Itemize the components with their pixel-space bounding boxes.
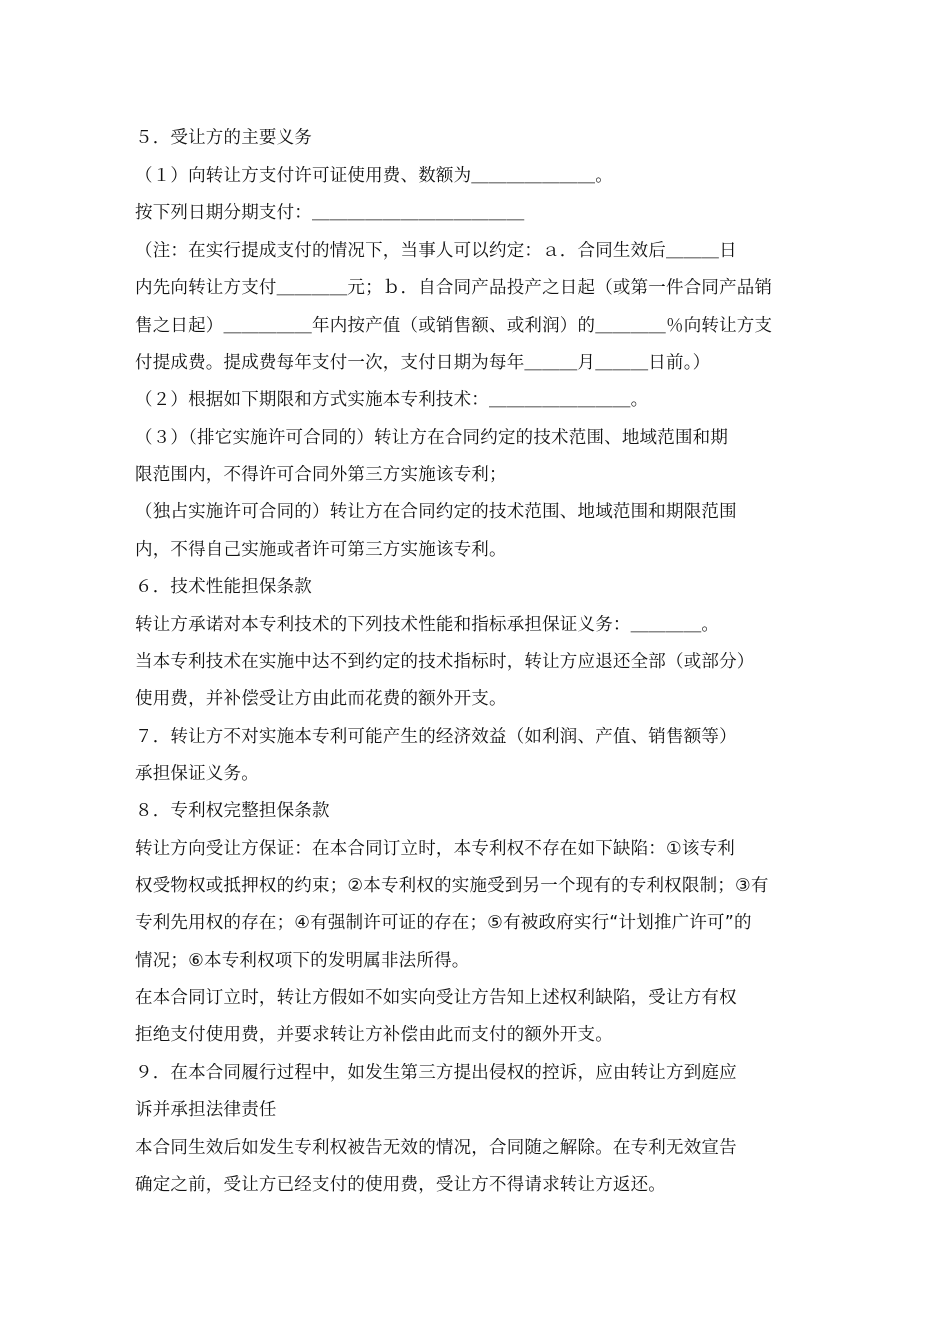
paragraph-line: 转让方向受让方保证：在本合同订立时，本专利权不存在如下缺陷：①该专利	[135, 839, 735, 859]
paragraph-line: 按下列日期分期支付：＿＿＿＿＿＿＿＿＿＿＿＿	[135, 203, 525, 223]
section-8-heading: ８．专利权完整担保条款	[135, 801, 330, 821]
paragraph-line: 转让方承诺对本专利技术的下列技术性能和指标承担保证义务：＿＿＿＿。	[135, 615, 720, 635]
paragraph-line: 限范围内，不得许可合同外第三方实施该专利；	[135, 465, 507, 485]
paragraph-line: 专利先用权的存在；④有强制许可证的存在；⑤有被政府实行“计划推广许可”的	[135, 913, 752, 933]
paragraph-line: 诉并承担法律责任	[135, 1100, 277, 1120]
paragraph-line: 内先向转让方支付＿＿＿＿元；ｂ．自合同产品投产之日起（或第一件合同产品销	[135, 278, 773, 298]
paragraph-line: 当本专利技术在实施中达不到约定的技术指标时，转让方应退还全部（或部分）	[135, 652, 755, 672]
paragraph-line: （注：在实行提成支付的情况下，当事人可以约定：ａ．合同生效后＿＿＿日	[135, 241, 737, 261]
paragraph-line: （３）（排它实施许可合同的）转让方在合同约定的技术范围、地域范围和期	[135, 428, 729, 448]
paragraph-line: 本合同生效后如发生专利权被告无效的情况，合同随之解除。在专利无效宣告	[135, 1138, 737, 1158]
section-5-heading: ５．受让方的主要义务	[135, 128, 312, 148]
paragraph-line: 在本合同订立时，转让方假如不如实向受让方告知上述权利缺陷，受让方有权	[135, 988, 737, 1008]
paragraph-line: 使用费，并补偿受让方由此而花费的额外开支。	[135, 689, 507, 709]
paragraph-line: 拒绝支付使用费，并要求转让方补偿由此而支付的额外开支。	[135, 1025, 613, 1045]
paragraph-line: （１）向转让方支付许可证使用费、数额为＿＿＿＿＿＿＿。	[135, 166, 613, 186]
section-6-heading: ６．技术性能担保条款	[135, 577, 312, 597]
paragraph-line: 权受物权或抵押权的约束；②本专利权的实施受到另一个现有的专利权限制；③有	[135, 876, 769, 896]
paragraph-line: 确定之前，受让方已经支付的使用费，受让方不得请求转让方返还。	[135, 1175, 666, 1195]
paragraph-line: 付提成费。提成费每年支付一次，支付日期为每年＿＿＿月＿＿＿日前。）	[135, 353, 711, 373]
paragraph-line: （独占实施许可合同的）转让方在合同约定的技术范围、地域范围和期限范围	[135, 502, 737, 522]
paragraph-line: 售之日起）＿＿＿＿＿年内按产值（或销售额、或利润）的＿＿＿＿％向转让方支	[135, 316, 773, 336]
paragraph-line: 情况；⑥本专利权项下的发明属非法所得。	[135, 951, 470, 971]
section-7-heading: ７．转让方不对实施本专利可能产生的经济效益（如利润、产值、销售额等）	[135, 727, 737, 747]
paragraph-line: （２）根据如下期限和方式实施本专利技术：＿＿＿＿＿＿＿＿。	[135, 390, 649, 410]
section-9-heading: ９．在本合同履行过程中，如发生第三方提出侵权的控诉，应由转让方到庭应	[135, 1063, 737, 1083]
paragraph-line: 内，不得自己实施或者许可第三方实施该专利。	[135, 540, 507, 560]
paragraph-line: 承担保证义务。	[135, 764, 259, 784]
